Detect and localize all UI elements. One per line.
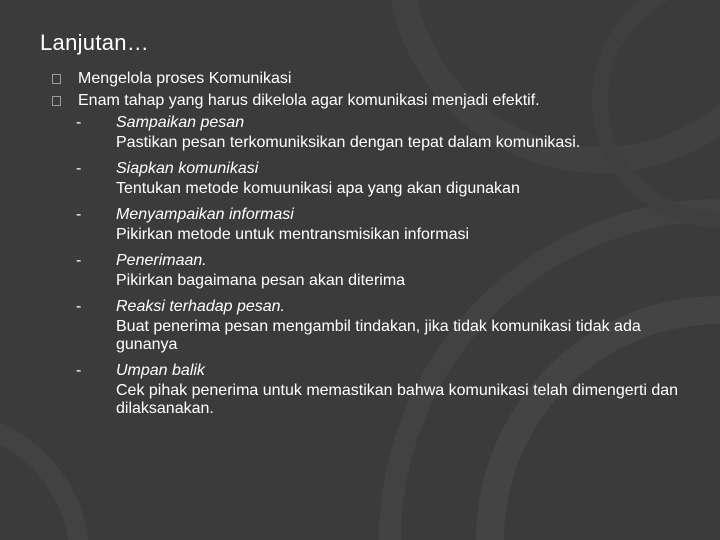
step-description: Pastikan pesan terkomuniksikan dengan tepat dalam komunikasi. (116, 134, 581, 151)
step-description: Tentukan metode komuunikasi apa yang akan digunakan (116, 180, 520, 197)
step-description: Pikirkan bagaimana pesan akan diterima (116, 272, 406, 289)
step-item (46, 296, 686, 360)
step-item (46, 360, 686, 424)
step-item (46, 158, 686, 204)
step-item (46, 250, 686, 296)
dash-marker: - (76, 206, 82, 223)
step-description: Pikirkan metode untuk mentransmisikan informasi (116, 226, 470, 243)
bullet-item (46, 90, 686, 112)
bullet-text: Enam tahap yang harus dikelola agar komunikasi menjadi efektif. (78, 92, 540, 109)
square-box-icon (52, 74, 61, 84)
bullet-item (46, 68, 686, 90)
slide-content (46, 68, 686, 424)
step-list (46, 112, 686, 424)
step-title: Umpan balik (116, 362, 205, 379)
dash-marker: - (76, 362, 82, 379)
dash-marker: - (76, 252, 82, 269)
dash-marker: - (76, 114, 82, 131)
step-title: Sampaikan pesan (116, 114, 245, 131)
step-item (46, 204, 686, 250)
step-item (46, 112, 686, 158)
step-description: Buat penerima pesan mengambil tindakan, jika tidak komunikasi tidak ada gunanya (116, 318, 641, 353)
dash-marker: - (76, 298, 82, 315)
bullet-text: Mengelola proses Komunikasi (78, 70, 292, 87)
slide-title: Lanjutan… (40, 30, 150, 55)
square-box-icon (52, 96, 61, 106)
step-description: Cek pihak penerima untuk memastikan bahwa komunikasi telah dimengerti dan dilaksanakan. (116, 382, 679, 417)
step-title: Reaksi terhadap pesan. (116, 298, 285, 315)
step-title: Menyampaikan informasi (116, 206, 294, 223)
step-title: Penerimaan. (116, 252, 207, 269)
dash-marker: - (76, 160, 82, 177)
step-title: Siapkan komunikasi (116, 160, 259, 177)
